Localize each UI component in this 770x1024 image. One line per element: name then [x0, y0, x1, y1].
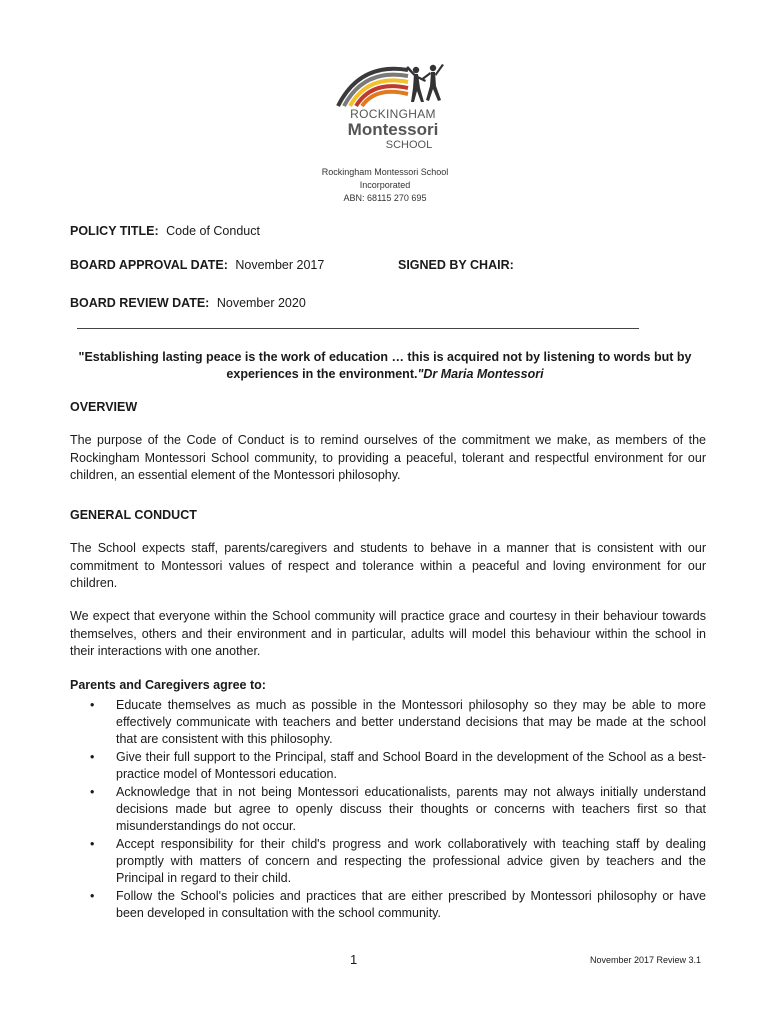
overview-heading: OVERVIEW — [70, 400, 138, 414]
organization-abn: ABN: 68115 270 695 — [343, 193, 427, 203]
list-item — [70, 888, 706, 922]
bullet-icon: • — [90, 785, 95, 799]
approval-date-line — [70, 258, 324, 272]
general-conduct-heading: GENERAL CONDUCT — [70, 508, 197, 522]
review-date-label: BOARD REVIEW DATE: — [70, 296, 210, 310]
bullet-icon: • — [90, 837, 95, 851]
school-logo — [330, 58, 450, 150]
bullet-icon: • — [90, 698, 95, 712]
overview-text: The purpose of the Code of Conduct is to remind ourselves of the commitment we make, as members of the Rockingham Montessori School community, to providing a peaceful, tolerant and respectful environment for our children, an essential element of the Montessori philosophy. — [70, 433, 706, 482]
logo-wordmark — [338, 108, 448, 151]
list-item-text: Acknowledge that in not being Montessori educationalists, parents may not always initially understand decisions made but agree to openly discuss their thoughts or concerns with teachers first so that misunderstandings do not occur. — [116, 785, 706, 833]
children-figures-icon — [406, 64, 444, 102]
footer-review: November 2017 Review 3.1 — [590, 955, 702, 965]
parents-heading: Parents and Caregivers agree to: — [70, 678, 266, 692]
policy-title-label: POLICY TITLE: — [70, 224, 159, 238]
policy-title-line — [70, 224, 260, 238]
organization-block — [0, 166, 770, 205]
parents-list — [70, 697, 706, 923]
bullet-icon: • — [90, 750, 95, 764]
montessori-quote — [70, 349, 700, 383]
quote-text: "Establishing lasting peace is the work of education … this is acquired not by listening to words but by experiences in the environment. — [78, 350, 692, 381]
list-item-text: Follow the School's policies and practices that are either prescribed by Montessori philosophy or have been developed in consultation with the school community. — [116, 889, 706, 920]
list-item — [70, 784, 706, 835]
list-item — [70, 697, 706, 748]
review-date-line — [70, 296, 306, 310]
list-item — [70, 749, 706, 783]
list-item-text: Accept responsibility for their child's progress and work collaboratively with teaching staff by dealing promptly with matters of concern and respecting the professional advice given by teachers and the Principal in regard to their child. — [116, 837, 706, 885]
list-item-text: Educate themselves as much as possible in the Montessori philosophy so they may be able to more effectively communicate with teachers and better understand decisions that may be made at the school that are consistent with this philosophy. — [116, 698, 706, 746]
logo-line-1: ROCKINGHAM — [350, 107, 436, 121]
approval-date-label: BOARD APPROVAL DATE: — [70, 258, 228, 272]
quote-author: "Dr Maria Montessori — [417, 367, 544, 381]
logo-line-2: Montessori — [347, 120, 439, 139]
organization-name: Rockingham Montessori School — [321, 167, 449, 177]
general-conduct-paragraph-2: We expect that everyone within the School community will practice grace and courtesy in their behaviour towards themselves, others and their environment and in particular, adults will model this behaviour within the school in their interactions with one another. — [70, 609, 706, 658]
divider — [77, 328, 639, 329]
list-item — [70, 836, 706, 887]
page-number: 1 — [350, 952, 358, 967]
general-conduct-paragraph-1: The School expects staff, parents/caregivers and students to behave in a manner that is consistent with our commitment to Montessori values of respect and tolerance within a peaceful and loving environment for our children. — [70, 541, 706, 590]
bullet-icon: • — [90, 889, 95, 903]
organization-status: Incorporated — [359, 180, 411, 190]
approval-date-value: November 2017 — [235, 258, 325, 272]
policy-title-value: Code of Conduct — [166, 224, 260, 238]
logo-line-3: SCHOOL — [385, 139, 433, 151]
signed-by-chair-label: SIGNED BY CHAIR: — [398, 258, 514, 272]
review-date-value: November 2020 — [216, 296, 306, 310]
logo-graphic — [330, 58, 450, 110]
list-item-text: Give their full support to the Principal, staff and School Board in the development of the School as a best-practice model of Montessori education. — [116, 750, 706, 781]
